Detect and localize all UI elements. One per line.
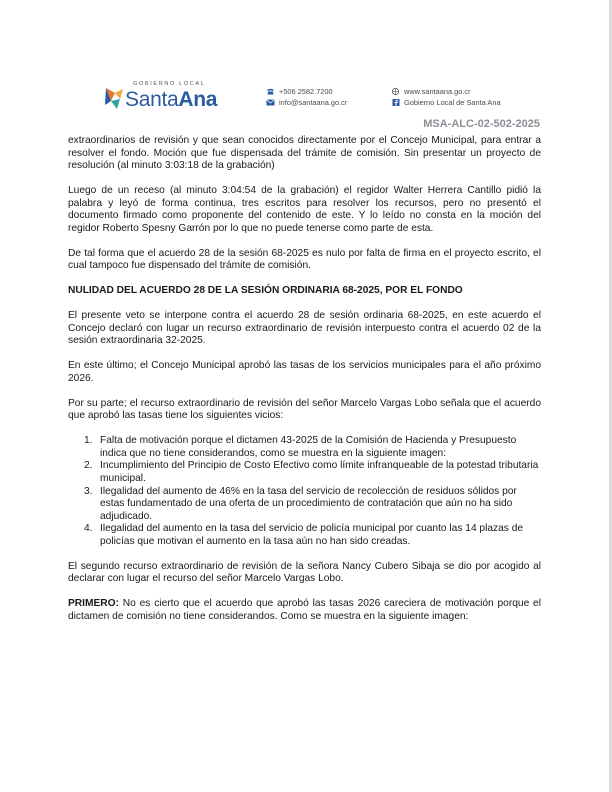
list-number: 2. xyxy=(84,460,93,472)
list-text: Falta de motivación porque el dictamen 43-2025 de la Comisión de Hacienda y Presupuesto indica que no tiene considerandos, como se muestra en la siguiente imagen: xyxy=(100,435,517,459)
contact-facebook xyxy=(391,98,501,107)
list-text: Ilegalidad del aumento en la tasa del servicio de policía municipal por cuanto las 14 plazas de policías que motivan el aumento en la tasa aún no han sido creadas. xyxy=(100,523,524,547)
logo-wordmark xyxy=(125,88,217,112)
primero-text: No es cierto que el acuerdo que aprobó las tasas 2026 careciera de motivación porque el dictamen de comisión no tiene considerandos. Como se muestra en la siguiente imagen: xyxy=(68,598,541,622)
logo-tagline: GOBIERNO LOCAL xyxy=(133,81,206,87)
list-number: 1. xyxy=(84,435,93,447)
list-item xyxy=(84,435,541,460)
paragraph-3: De tal forma que el acuerdo 28 de la sesión 68-2025 es nulo por falta de firma en el proyecto escrito, el cual tampoco fue dispensado del trámite de comisión. xyxy=(68,247,541,272)
list-text: Ilegalidad del aumento de 46% en la tasa del servicio de recolección de residuos sólidos por estas fundamentado de una oferta de un procedimiento de contratación que aún no ha sido adjudicado. xyxy=(100,485,517,522)
website-url[interactable]: www.santaana.go.cr xyxy=(404,87,471,96)
facebook-page[interactable]: Gobierno Local de Santa Ana xyxy=(404,98,501,107)
logo-name-regular: Santa xyxy=(125,88,179,111)
paragraph-1: extraordinarios de revisión y que sean conocidos directamente por el Concejo Municipal, para entrar a resolver el fondo. Moción que fue dispensada del trámite de comisión. Sin presentar un proyecto de resolución (al minuto 3:03:18 de la grabación) xyxy=(68,135,541,172)
list-number: 3. xyxy=(84,485,93,497)
facebook-icon xyxy=(391,99,400,106)
phone-number: +506 2582.7200 xyxy=(279,87,333,96)
list-item xyxy=(84,523,541,548)
paragraph-primero xyxy=(68,598,541,623)
contact-phone xyxy=(266,87,333,96)
list-number: 4. xyxy=(84,523,93,535)
phone-icon xyxy=(266,88,275,95)
contact-website xyxy=(391,87,471,96)
logo-mark-icon xyxy=(103,85,125,111)
primero-label: PRIMERO: xyxy=(68,598,119,610)
email-address[interactable]: info@santaana.go.cr xyxy=(279,98,348,107)
santa-ana-logo xyxy=(103,81,233,115)
logo-name-bold: Ana xyxy=(178,88,218,111)
paragraph-4: El presente veto se interpone contra el acuerdo 28 de sesión ordinaria 68-2025, en este acuerdo el Concejo declaró con lugar un recurso extraordinario de revisión interpuesto contra el acuerdo 02 de la sesión extraordinaria 32-2025. xyxy=(68,310,541,347)
list-item xyxy=(84,460,541,485)
paragraph-5: En este último; el Concejo Municipal aprobó las tasas de los servicios municipales para el año próximo 2026. xyxy=(68,360,541,384)
paragraph-6: Por su parte; el recurso extraordinario de revisión del señor Marcelo Vargas Lobo señala que el acuerdo que aprobó las tasas tiene los siguientes vicios: xyxy=(68,397,541,422)
document-body xyxy=(68,135,541,636)
section-heading: NULIDAD DEL ACUERDO 28 DE LA SESIÓN ORDINARIA 68-2025, POR EL FONDO xyxy=(68,285,463,297)
paragraph-7: El segundo recurso extraordinario de revisión de la señora Nancy Cubero Sibaja se dio por acogido al declarar con lugar el recurso del señor Marcelo Vargas Lobo. xyxy=(68,560,541,585)
document-reference: MSA-ALC-02-502-2025 xyxy=(423,118,540,130)
list-text: Incumplimiento del Principio de Costo Efectivo como límite infranqueable de la potestad tributaria municipal. xyxy=(100,460,539,484)
globe-icon xyxy=(391,88,400,95)
email-icon xyxy=(266,99,275,106)
contact-email xyxy=(266,98,347,107)
vices-list xyxy=(68,435,541,548)
paragraph-2: Luego de un receso (al minuto 3:04:54 de la grabación) el regidor Walter Herrera Cantillo pidió la palabra y leyó de forma continua, tres escritos para resolver los recursos, pero no presentó el documento firmado como proponente del contenido de este. Y lo leído no consta en la moción del regidor Roberto Spesny Garrón por lo que no puede tenerse como parte de esta. xyxy=(68,185,541,234)
list-item xyxy=(84,486,541,524)
